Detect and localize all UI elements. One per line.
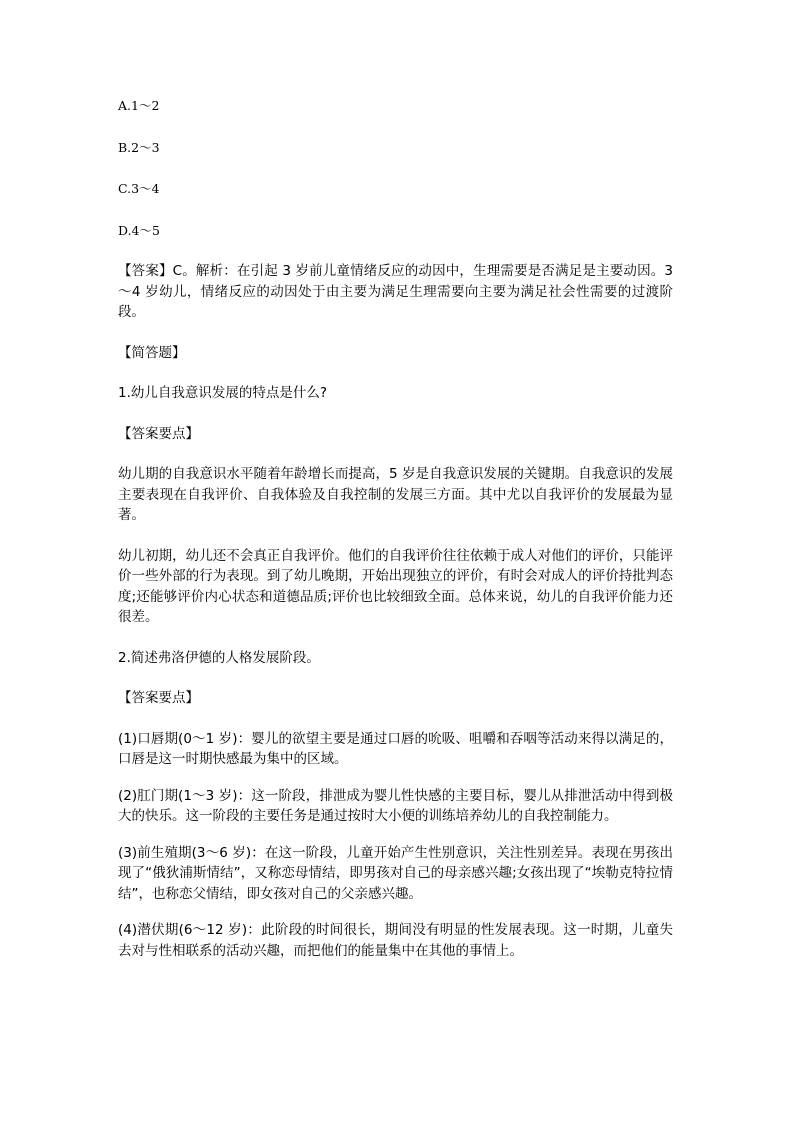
option-a: A.1～2 xyxy=(118,98,160,113)
q2-stage-anal: (2)肛门期(1～3 岁)：这一阶段，排泄成为婴儿性快感的主要目标，婴儿从排泄活动中得到极大的快乐。这一阶段的主要任务是通过按时大小便的训练培养幼儿的自我控制能力。 xyxy=(118,787,673,824)
q1-paragraph-1: 幼儿期的自我意识水平随着年龄增长而提高，5 岁是自我意识发展的关键期。自我意识的发展主要表现在自我评价、自我体验及自我控制的发展三方面。其中尤以自我评价的发展最为显著。 xyxy=(118,466,673,523)
question-2: 2.简述弗洛伊德的人格发展阶段。 xyxy=(118,649,320,666)
question-1: 1.幼儿自我意识发展的特点是什么? xyxy=(118,385,328,401)
answer-points-label-2: 【答案要点】 xyxy=(118,690,199,706)
answer-explanation: 【答案】C。解析：在引起 3 岁前儿童情绪反应的动因中，生理需要是否满足是主要动因。3～4 岁幼儿，情绪反应的动因处于由主要为满足生理需要向主要为满足社会性需要的过渡阶段。 xyxy=(118,263,673,320)
option-d: D.4～5 xyxy=(118,222,160,238)
section-heading: 【简答题】 xyxy=(118,344,186,361)
q1-paragraph-2: 幼儿初期，幼儿还不会真正自我评价。他们的自我评价往往依赖于成人对他们的评价，只能评价一些外部的行为表现。到了幼儿晚期，开始出现独立的评价，有时会对成人的评价持批判态度;还能够评价内心状态和道德品质;评价也比较细致全面。总体来说，幼儿的自我评价能力还很差。 xyxy=(118,547,673,625)
q2-stage-phallic: (3)前生殖期(3～6 岁)：在这一阶段，儿童开始产生性别意识，关注性别差异。表现在男孩出现了“俄狄浦斯情结”，又称恋母情结，即男孩对自己的母亲感兴趣;女孩出现了“埃勒克特拉情结”，也称恋父情结，即女孩对自己的父亲感兴趣。 xyxy=(118,844,673,902)
option-b: B.2～3 xyxy=(118,139,160,155)
q2-stage-oral: (1)口唇期(0～1 岁)：婴儿的欲望主要是通过口唇的吮吸、咀嚼和吞咽等活动来得以满足的，口唇是这一时期快感最为集中的区域。 xyxy=(118,730,673,767)
document-page xyxy=(118,96,673,961)
option-c: C.3～4 xyxy=(118,181,160,196)
answer-points-label-1: 【答案要点】 xyxy=(118,425,199,442)
q2-stage-latency: (4)潜伏期(6～12 岁)：此阶段的时间很长，期间没有明显的性发展表现。这一时期，儿童失去对与性相联系的活动兴趣，而把他们的能量集中在其他的事情上。 xyxy=(118,922,673,959)
